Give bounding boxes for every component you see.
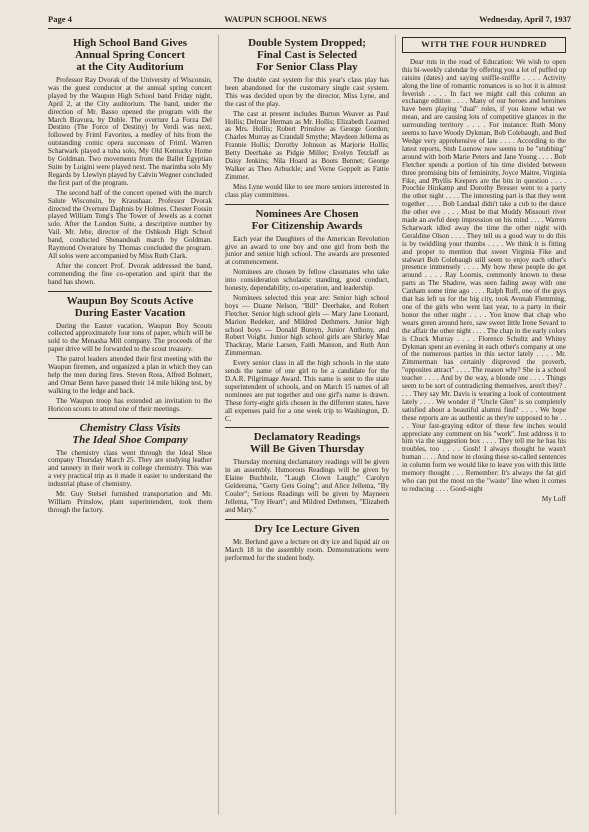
article-paragraph: Nominees selected this year are: Senior high school boys — Duane Nelson, "Bill" Deerhake, and Robert Fletcher. Senior high school girls — Mary Jane Leonard, Marion Redeker, and Mildred Dethmers. Junior high school boys — Donald Buteyn, Junior Anthony, and Robert Voight. Junior high school girls are Shirley Mae Thackray, Marie Larsen, Faith Manson, and Ruth Ann Zimmerman. [225,293,389,358]
headline-line: Annual Spring Concert [74,49,186,61]
page-number: Page 4 [48,14,72,24]
column-1 [48,35,212,815]
column-3 [395,35,566,815]
headline-line: at the City Auditorium [76,61,184,73]
article-paragraph: Mr. Berlund gave a lecture on dry ice and liquid air on March 18 in the assembly room. Demonstrations were performed for the student body. [225,537,389,562]
masthead [48,14,571,29]
scouts-headline [48,295,212,319]
divider [225,204,389,205]
divider [48,291,212,292]
headline-line: Will Be Given Thursday [249,443,365,456]
gossip-column-title: WITH THE FOUR HUNDRED [402,37,566,53]
article-paragraph: The second half of the concert opened with the march Salute Wisconsin, by Kraushaar. Professor Dvorak directed the Overture Daphnis by Holmes. Chester Fossin played William Tong's The Tower of Jewels as a cornet solo. After the London Suite, a descriptive number by Vail. Mr. Jebe, director of the Oshkosh High School band, conducted Shenandoah march by Goldman. Raymond Overature by Thomas concluded the program. All solos were accompanied by Miss Ruth Clark. [48,188,212,260]
headline-line: Waupun Boy Scouts Active [66,294,194,307]
declamatory-headline [225,431,389,455]
headline-line: Double System Dropped; [248,37,366,49]
gossip-text: Dear ruts in the road of Education: We wish to open this bi-weekly calendar by offering you a lot of puffed up raisins (dates) and saying sniffle-sniffle . . . . Activity along the line of romantic romances is so hot it is almost feverish . . . . In fact we might call this column an exchange edition . . . . Many of our heroes and heroines have been playing "dual" roles, if you know what we mean, and are causing lots of competitive glances in the surrounding territory . . . . For instance: Ruth Mony seems to have Woody Dykman, Bob Colebaugh, and Bud Wedge very apprehensive of late . . . . According to the latest reports, Stub Luenow now seems to be "stubbing" around with both Marie Peters and Jane Young . . . . Bob Fletcher spends a portion of his time divided between three promising bits of femininity, Joyce Maitre, Virginia Fike, and Phyllis Keepers are the bits in question . . . . Poochie Hinkamp and Dorothy Bresser went to a party the other night . . . . The interesting part is that they went together . . . . Bob Landaal didn't take a cub to the dance the other eve . . . . Must be that Muddy Missouri river made an awful deep impression on his mind . . . . Warren Scharwark idled away the time the other night with Geraldine Olson . . . . They tell us a good way to do this is by twiddling your thumbs . . . . We think it is fitting and proper to mention that sweet Virginia Fike and stalwart Bob Colebaugh still seem to enjoy each other's presence immensely . . . . My how these people do get around . . . . Ray Loomis, commonly known to these parts as The Shadow, was seen fading away with one Canham some time ago . . . . Ralph Ruff, one of the guys that has left us for the big city, took Avonah Flemming, one of the girls who went last year, to a party in their honor the other night . . . . You know that chap who wears green around here, saw sweet little Irene Sevard to the affair the other night . . . . The chap in the early colors is Chuck Murray . . . . Florence Schultz and Whitey Dykman spent an evening in each other's company at one of the numerous parties in this sector lately . . . . Mr. Zimmerman has certainly disproved the proverb, "opposites attract" . . . . The reason why? She is a school teacher . . . . And by the way, a blonde one . . . . Things seem to be sort of contradicting themselves, aren't they? . . . . They say Mr. Davis is wearing a look of contentment lately . . . . We wonder if "Uncle Glen" is so completely satisfied about a beautiful alumni find? . . . . We hope these reports are as authentic as they're supposed to be . . . . Your fast-graying editor of these few inches would appreciate any comment on his "work". Just address it to him via the suggestion box . . . . They tell me he has his troubles, too . . . . Gosh! I always thought he wasn't human . . . . And now in closing these so-called sentences in column form we would like to leave you with this little memory thought . . . Remember: It's always the fat girl who can put the most on the "waste" line when it comes to reducing . . . . Good-night [402,57,566,493]
headline-line: High School Band Gives [72,37,187,49]
divider [225,427,389,428]
article-paragraph: Miss Lyne would like to see more seniors interested in class play committees. [225,182,389,199]
divider [48,418,212,419]
headline-line: Declamatory Readings [253,431,361,444]
article-paragraph: The patrol leaders attended their first meeting with the Waupun firemen, and organized a plan in which they can help the men during fires. Steven Ross, Alfred Bohnert, and Omar Benn have passed their 14 mile hiking test, by walking to the ledge and back. [48,355,212,395]
article-paragraph: The chemistry class went through the Ideal Shoe company Thursday March 25. They are studying leather and tannery in their work in college chemistry. This was a very practical trip as it made it easier to understand the industrial phase of chemistry. [48,448,212,489]
band-headline [48,37,212,73]
headline-line: Final Cast is Selected [257,49,357,61]
article-paragraph: The cast at present includes Burton Weaver as Paul Hollis; Delmar Herman as Mr. Hollis; Elizabeth Learned as Mrs. Hollis; Robert Prinslow as George Gordon; Charles Murray as Crandall Smythe; Maydeen Jellema as Frannie Hollis; Dorothy Johnson as Marjorie Hollis; Betty Deerhake as Pidgie Miller; Evelyn Tetzlaff as Daisy Jenkins; Nila Hoard as Boots Bennet; George Walker as Theo Arbuckle; and Verne Goppelt as Fattie Zimmer. [225,109,389,181]
headline-line: Chemistry Class Visits [79,421,181,434]
article-paragraph: Nominees are chosen by fellow classmates who take into consideration scholastic standing, good conduct, honesty, dependability, co-operation, and leadership. [225,268,389,293]
divider [225,519,389,520]
headline-line: The Ideal Shoe Company [72,433,188,446]
nominees-headline [225,208,389,232]
article-paragraph: Every senior class in all the high schools in the state sends the name of one girl to be a candidate for the D.A.R. Pilgrimage Award. This name is sent to the state superintendent of schools, and on March 15 names of all nominees are put together and one girl's name is drawn. These forty-eight girls chosen in the different states, have all expenses paid for a one week trip to Washington, D. C. [225,359,389,423]
article-paragraph: After the concert Prof. Dvorak addressed the band, commending the fine co-operation and spirit that the band has shown. [48,261,212,286]
issue-date: Wednesday, April 7, 1937 [479,14,571,24]
headline-line: For Senior Class Play [256,61,358,73]
dryice-headline: Dry Ice Lecture Given [254,522,360,535]
headline-line: For Citizenship Awards [251,219,363,232]
article-paragraph: During the Easter vacation, Waupun Boy Scouts collected approximately four tons of paper, which will be sold to the Menasha Mill company. The proceeds of the paper drive will be forwarded to the scout treasury. [48,321,212,354]
columns [48,35,571,815]
headline-line: During Easter Vacation [74,306,186,319]
headline-line: Nominees Are Chosen [255,207,359,220]
article-paragraph: Mr. Guy Stelsel furnished transportation and Mr. William Prinslow, plant superintendent, took them through the factory. [48,490,212,514]
article-paragraph: Professor Ray Dvorak of the University of Wisconsin, was the guest conductor at the annual spring concert played by the Waupun High School band Friday night, April 2, at the City auditorium. The band, under the direction of Mr. Basso opened the program with the March Bravura, by Duble. The overture La Forza Del Destino (The Force of Destiny) by Verdi was next, followed by Friml Favorites, a medley of hits from the outstanding comic opera successes of Friml. Warren Scharwark played a tuba solo, My Old Kentucky Home by Goldman. Two movements from the Ballet Egyptian Suite by Luigini were played next. The marimba solo My Regards by Llewlyn played by Calvin Wegner concluded the first part of the program. [48,76,212,187]
play-headline [225,37,389,73]
article-paragraph: Thursday morning declamatory readings will be given in an assembly. Humorous Readings will be given by Elaine Buchholz, "Laugh Clown Laugh;" Carolyn Geldersma, "Gerty Gets Going"; and Alice Jellema, "By Couler"; Serious Readings will be given by Mayneen Jellema, "Toy Heart"; and Mildred Dethmers, "Elizabeth and Mary." [225,458,389,514]
article-paragraph: The Waupun troop has extended an invitation to the Horicon scouts to attend one of their meetings. [48,396,212,413]
article-paragraph: Each year the Daughters of the American Revolution give an award to one boy and one girl from both the junior and senior high school. The awards are presented at commencement. [225,234,389,267]
columnist-signature: My Loff [541,494,566,503]
paper-title: WAUPUN SCHOOL NEWS [224,14,327,24]
column-2 [218,35,389,815]
chemistry-headline [48,422,212,446]
article-paragraph: The double cast system for this year's class play has been abandoned for the customary single cast system. This was decided upon by the director, Miss Lyne, and the cast of the play. [225,76,389,108]
